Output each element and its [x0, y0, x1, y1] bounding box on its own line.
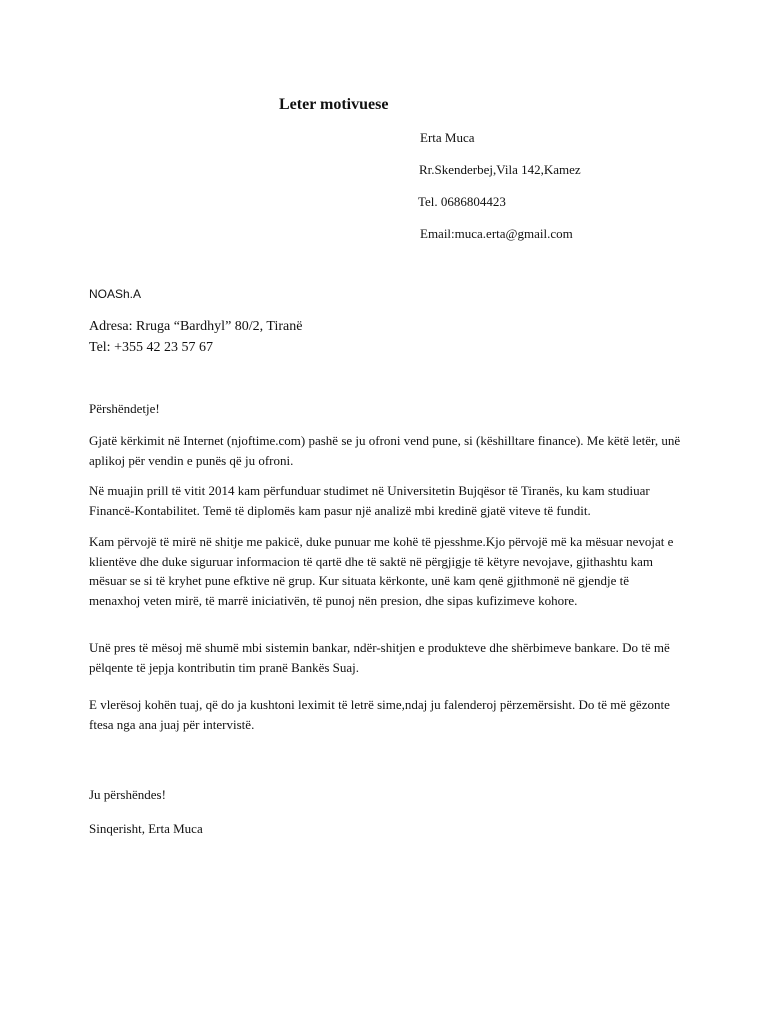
- recipient-organization: NOASh.A: [89, 287, 142, 301]
- letter-greeting: Përshëndetje!: [89, 401, 160, 416]
- letter-paragraph: Në muajin prill të vitit 2014 kam përfunduar studimet në Universitetin Bujqësor të Tiranës, ku kam studiuar Financë-Kontabilitet. Temë të diplomës kam pasur një analizë mbi kredinë gjatë viteve të fundit.: [89, 483, 650, 518]
- letter-signature: Sinqerisht, Erta Muca: [89, 821, 203, 836]
- recipient-phone: Tel: +355 42 23 57 67: [89, 340, 213, 355]
- sender-address: Rr.Skenderbej,Vila 142,Kamez: [419, 162, 581, 177]
- letter-paragraph: E vlerësoj kohën tuaj, që do ja kushtoni leximit të letrë sime,ndaj ju falenderoj përzemërsisht. Do të më gëzonte ftesa nga ana juaj për intervistë.: [89, 697, 670, 732]
- sender-name: Erta Muca: [420, 130, 475, 145]
- recipient-address: Adresa: Rruga “Bardhyl” 80/2, Tiranë: [89, 319, 303, 334]
- letter-closing: Ju përshëndes!: [89, 787, 166, 802]
- letter-title: Leter motivuese: [279, 96, 389, 113]
- letter-paragraph: Unë pres të mësoj më shumë mbi sistemin bankar, ndër-shitjen e produkteve dhe shërbimeve bankare. Do të më pëlqente të jepja kontributin tim pranë Bankës Suaj.: [89, 640, 670, 675]
- letter-paragraph: Gjatë kërkimit në Internet (njoftime.com) pashë se ju ofroni vend pune, si (këshilltare finance). Me këtë letër, unë aplikoj për vendin e punës që ju ofroni.: [89, 433, 681, 468]
- sender-phone: Tel. 0686804423: [418, 194, 506, 209]
- letter-paragraph: Kam përvojë të mirë në shitje me pakicë, duke punuar me kohë të pjesshme.Kjo përvojë më ka mësuar nevojat e klientëve dhe duke siguruar informacion të qartë dhe të saktë në përgjigje të këtyre nevojave, gjithashtu kam mësuar se si të kryhet pune efktive në grup. Kur situata kërkonte, unë kam qenë gjithmonë në gjendje të menaxhoj veten mirë, të marrë iniciativën, të punoj nën presion, dhe sipas kufizimeve kohore.: [89, 534, 674, 608]
- sender-email: Email:muca.erta@gmail.com: [420, 226, 573, 241]
